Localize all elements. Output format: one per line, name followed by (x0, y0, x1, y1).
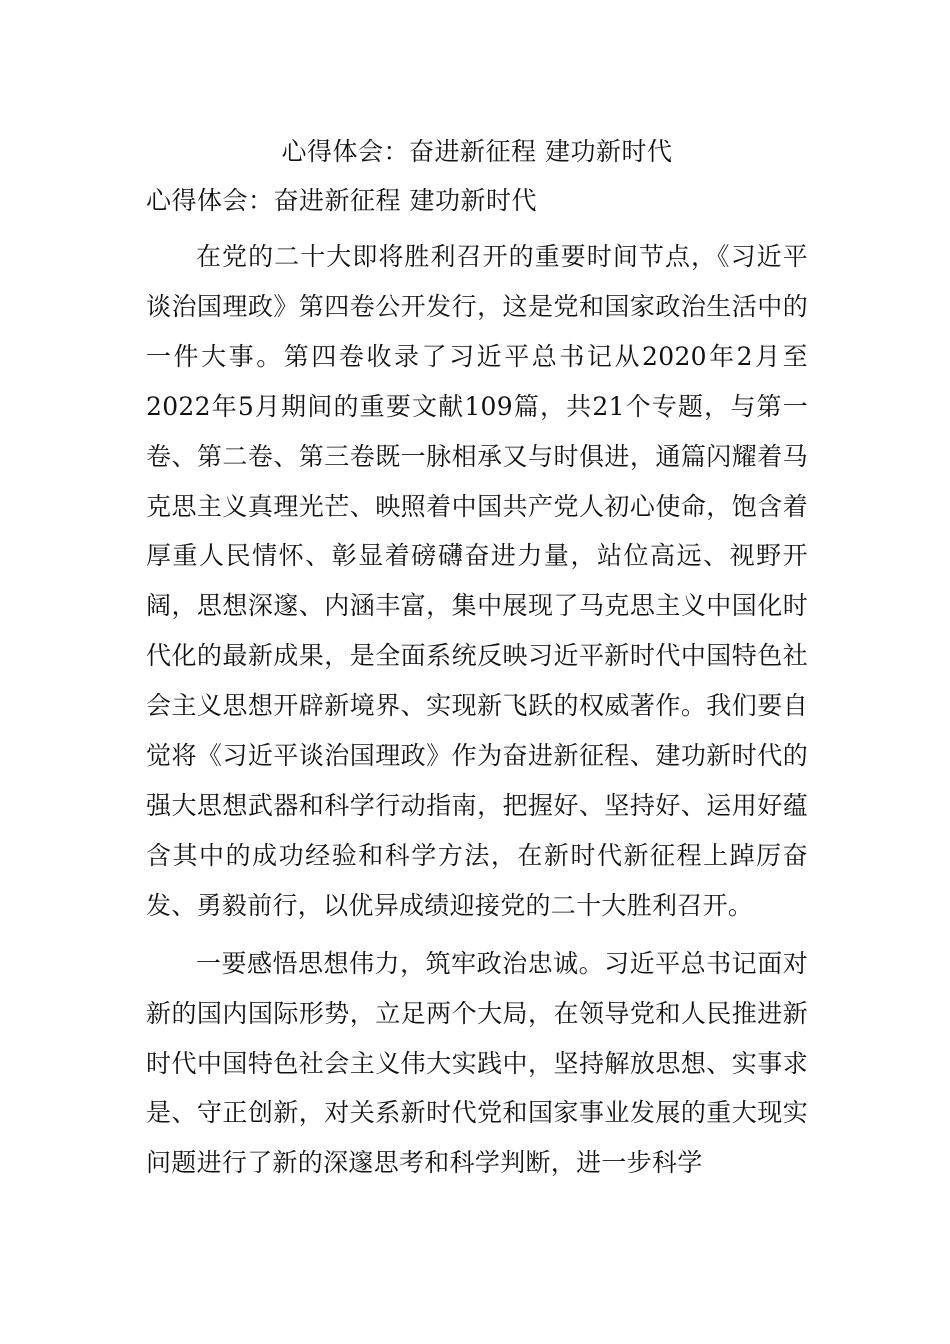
document-title: 心得体会：奋进新征程 建功新时代 (281, 137, 673, 166)
paragraph-1: 在党的二十大即将胜利召开的重要时间节点，《习近平谈治国理政》第四卷公开发行，这是党和国家政治生活中的一件大事。第四卷收录了习近平总书记从2020年2月至2022年5月期间的重要文献109篇，共21个专题，与第一卷、第二卷、第三卷既一脉相承又与时俱进，通篇闪耀着马克思主义真理光芒、映照着中国共产党人初心使命，饱含着厚重人民情怀、彰显着磅礴奋进力量，站位高远、视野开阔，思想深邃、内涵丰富，集中展现了马克思主义中国化时代化的最新成果，是全面系统反映习近平新时代中国特色社会主义思想开辟新境界、实现新飞跃的权威著作。我们要自觉将《习近平谈治国理政》作为奋进新征程、建功新时代的强大思想武器和科学行动指南，把握好、坚持好、运用好蕴含其中的成功经验和科学方法，在新时代新征程上踔厉奋发、勇毅前行，以优异成绩迎接党的二十大胜利召开。 (146, 242, 808, 920)
document-subtitle: 心得体会：奋进新征程 建功新时代 (146, 186, 537, 215)
paragraph-2: 一要感悟思想伟力，筑牢政治忠诚。习近平总书记面对新的国内国际形势，立足两个大局，在领导党和人民推进新时代中国特色社会主义伟大实践中，坚持解放思想、实事求是、守正创新，对关系新时代党和国家事业发展的重大现实问题进行了新的深邃思考和科学判断，进一步科学 (146, 948, 808, 1178)
document-page (146, 132, 808, 1196)
